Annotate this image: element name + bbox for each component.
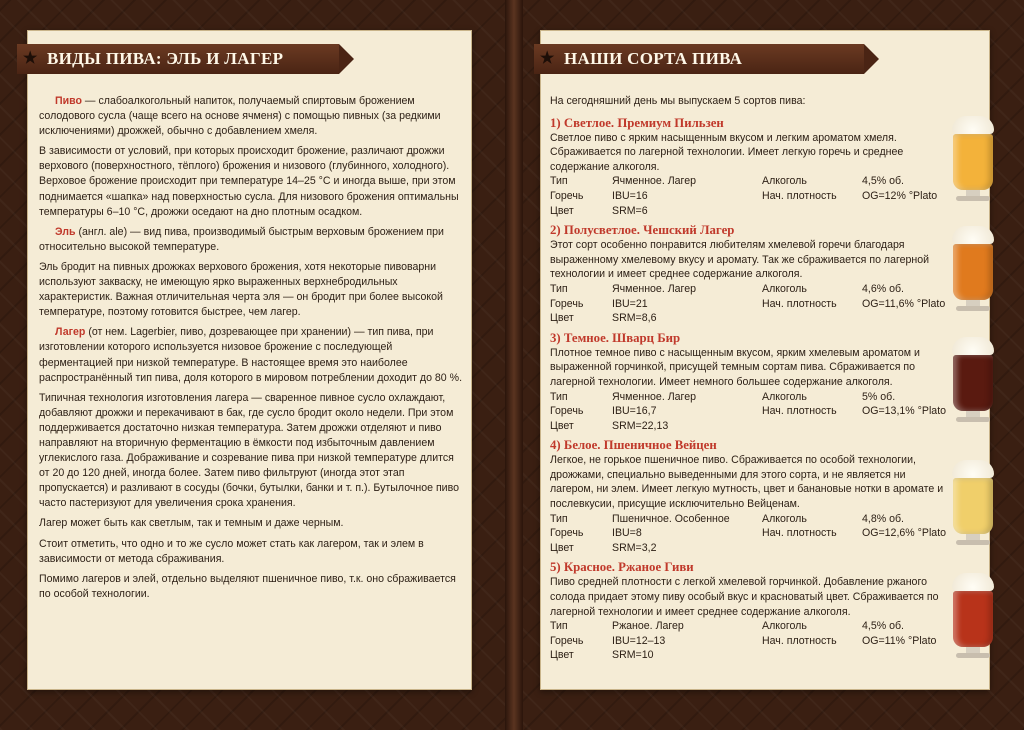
sort-specs — [550, 390, 970, 434]
value-alcohol: 4,8% об. — [862, 512, 904, 525]
label-type: Тип — [550, 175, 568, 188]
label-color: Цвет — [550, 649, 574, 662]
label-bitterness: Горечь — [550, 297, 584, 310]
value-srm: SRM=10 — [612, 649, 654, 662]
label-type: Тип — [550, 390, 568, 403]
sort-description: Плотное темное пиво с насыщенным вкусом, ярким хмелевым ароматом и выраженной горчинкой, присущей темным сортам пива. Сбраживается по лагерной технологии. Имеет немного большее содержание алкоголя. — [550, 346, 920, 388]
value-og: OG=12% °Plato — [862, 189, 938, 202]
value-type: Ячменное. Лагер — [612, 282, 696, 295]
label-type: Тип — [550, 512, 568, 525]
value-alcohol: 4,5% об. — [862, 175, 904, 188]
label-bitterness: Горечь — [550, 189, 584, 202]
value-og: OG=13,1% °Plato — [862, 405, 947, 418]
star-icon: ★ — [540, 50, 555, 67]
label-color: Цвет — [550, 419, 574, 432]
paragraph-text: — слабоалкогольный напиток, получаемый спиртовым брожением солодового сусла (чаще всего на основе ячменя) с помощью пивных (за редкими исключениями) дрожжей, обычно с добавлением хмеля. — [39, 95, 441, 138]
label-color: Цвет — [550, 541, 574, 554]
label-type: Тип — [550, 620, 568, 633]
value-og: OG=11,6% °Plato — [862, 297, 946, 310]
label-color: Цвет — [550, 204, 574, 217]
value-type: Ячменное. Лагер — [612, 390, 696, 403]
paragraph-lager — [39, 325, 464, 385]
right-page-title: НАШИ СОРТА ПИВА — [564, 49, 743, 68]
booklet-spine — [505, 0, 523, 730]
value-type: Ржаное. Лагер — [612, 620, 684, 633]
left-body-text — [39, 94, 464, 607]
beer-sort — [550, 222, 970, 326]
paragraph-lager-colors: Лагер может быть как светлым, так и темным и даже черным. — [39, 517, 344, 530]
beer-sort — [550, 559, 970, 663]
label-density: Нач. плотность — [762, 189, 837, 202]
value-type: Пшеничное. Особенное — [612, 512, 730, 525]
left-title-ribbon — [17, 44, 339, 74]
term-lager: Лагер — [55, 326, 86, 339]
sort-title: 5) Красное. Ржаное Гиви — [550, 560, 694, 575]
paragraph-beer — [39, 94, 464, 139]
paragraph-text: (англ. ale) — вид пива, производимый быстрым верховым брожением при относительно высокой температуре. — [39, 225, 444, 253]
value-alcohol: 5% об. — [862, 390, 896, 403]
beer-sort — [550, 437, 970, 555]
sorts-list — [550, 115, 970, 663]
sort-title: 2) Полусветлое. Чешский Лагер — [550, 223, 735, 238]
paragraph-ale-details: Эль бродит на пивных дрожжах верхового брожения, хотя некоторые пивоварни используют закваску, не имеющую ярко выраженных верхнебродильных характеристик. Важная отличительная черта эля — он бродит при более высокой температуре, поэтому готовится быстрее, чем лагер. — [39, 260, 443, 319]
label-alcohol: Алкоголь — [762, 175, 807, 188]
label-density: Нач. плотность — [762, 297, 837, 310]
value-srm: SRM=8,6 — [612, 312, 657, 325]
sort-description: Светлое пиво с ярким насыщенным вкусом и легким ароматом хмеля. Сбраживается по лагерной технологии. Имеет легкую горечь и среднее содержание алкоголя. — [550, 131, 904, 173]
value-srm: SRM=6 — [612, 204, 648, 217]
label-bitterness: Горечь — [550, 405, 584, 418]
paragraph-text: (от нем. Lagerbier, пиво, дозревающее при хранении) — тип пива, при изготовлении которого используется низовое брожение с последующей ферментацией при низкой температуре. В настоящее время это наиболее распространённый тип пива, доля которого в мировом потреблении доходит до 80 %. — [39, 326, 463, 384]
label-alcohol: Алкоголь — [762, 390, 807, 403]
left-page-title: ВИДЫ ПИВА: ЭЛЬ И ЛАГЕР — [47, 49, 284, 68]
paragraph-wheat-note: Помимо лагеров и элей, отдельно выделяют пшеничное пиво, т.к. оно сбраживается по особой технологии. — [39, 572, 456, 600]
sort-specs — [550, 512, 970, 556]
value-og: OG=12,6% °Plato — [862, 527, 947, 540]
value-ibu: IBU=8 — [612, 527, 642, 540]
paragraph-wort-note: Стоит отметить, что одно и то же сусло может стать как лагером, так и элем в зависимости от метода сбраживания. — [39, 537, 424, 565]
label-color: Цвет — [550, 312, 574, 325]
right-title-ribbon — [534, 44, 864, 74]
left-page — [23, 30, 472, 690]
label-bitterness: Горечь — [550, 527, 584, 540]
beer-glass-icon — [952, 116, 994, 201]
sort-title: 3) Темное. Шварц Бир — [550, 330, 681, 345]
label-density: Нач. плотность — [762, 527, 837, 540]
sort-specs — [550, 282, 970, 326]
value-alcohol: 4,5% об. — [862, 620, 904, 633]
value-ibu: IBU=21 — [612, 297, 648, 310]
value-srm: SRM=3,2 — [612, 541, 657, 554]
sort-specs — [550, 619, 970, 663]
label-alcohol: Алкоголь — [762, 620, 807, 633]
label-bitterness: Горечь — [550, 634, 584, 647]
beer-glass-icon — [952, 573, 994, 658]
sort-description: Этот сорт особенно понравится любителям хмелевой горечи благодаря выраженному хмелевому вкусу и аромату. Так же сбраживается по лагерной технологии и имеет среднее содержание алкоголя. — [550, 239, 930, 281]
right-body — [550, 94, 970, 667]
beer-glass-icon — [952, 460, 994, 545]
term-beer: Пиво — [55, 95, 82, 107]
sort-description: Легкое, не горькое пшеничное пиво. Сбраживается по особой технологии, дрожжами, специально выведенными для этого сорта, и не является ни лагером, ни элем. Имеет легкую мутность, цвет и банановые нотки в аромате и послевкусии, присущие исключительно Вейценам. — [550, 454, 944, 511]
paragraph-ale — [39, 225, 464, 255]
label-density: Нач. плотность — [762, 634, 837, 647]
label-alcohol: Алкоголь — [762, 282, 807, 295]
value-og: OG=11% °Plato — [862, 634, 937, 647]
value-type: Ячменное. Лагер — [612, 175, 696, 188]
value-srm: SRM=22,13 — [612, 419, 669, 432]
sort-title: 1) Светлое. Премиум Пильзен — [550, 115, 724, 130]
beer-glass-icon — [952, 337, 994, 422]
beer-glass-icon — [952, 226, 994, 311]
label-density: Нач. плотность — [762, 405, 837, 418]
label-alcohol: Алкоголь — [762, 512, 807, 525]
value-ibu: IBU=16,7 — [612, 405, 657, 418]
label-type: Тип — [550, 282, 568, 295]
sorts-intro: На сегодняшний день мы выпускаем 5 сортов пива: — [550, 95, 806, 107]
sort-title: 4) Белое. Пшеничное Вейцен — [550, 438, 717, 453]
star-icon: ★ — [23, 50, 38, 67]
beer-sort — [550, 115, 970, 219]
paragraph-fermentation: В зависимости от условий, при которых происходит брожение, различают дрожжи верхового (поверхностного, тёплого) брожения и низового (глубинного, холодного). Верховое брожение происходит при температуре 14–25 °С и иногда выше, при этом поднимается «шапка» над поверхностью сусла. Для низового брожения оптимальны температуры 6–10 °С, дрожжи оседают на дно плотным осадком. — [39, 145, 459, 218]
beer-sort — [550, 330, 970, 434]
paragraph-lager-technology: Типичная технология изготовления лагера — сваренное пивное сусло охлаждают, добавляют дрожжи и перекачивают в бак, где сусло бродит около недели. При этом поддерживается достаточно низкая температура. Затем дрожжи отделяют и пиво направляют на вторичную ферментацию в ёмкости под избыточным давлением углекислого газа. Дображивание и созревание пива при низкой температуре длится от 20 до 120 дней, иногда более. Затем пиво фильтруют (иногда этот этап пропускается) и разливают в сосуды (бочки, бутылки, банки и т. п.). Бутылочное пиво часто пастеризуют для увеличения срока хранения. — [39, 391, 460, 510]
value-ibu: IBU=12–13 — [612, 634, 666, 647]
value-ibu: IBU=16 — [612, 189, 648, 202]
sort-specs — [550, 174, 970, 218]
value-alcohol: 4,6% об. — [862, 282, 904, 295]
right-page — [540, 30, 990, 690]
sort-description: Пиво средней плотности с легкой хмелевой горчинкой. Добавление ржаного солода придает этому пиву особый вкус и красноватый цвет. Сбраживается по лагерной технологии и имеет среднее содержание алкоголя. — [550, 576, 939, 618]
term-ale: Эль — [55, 225, 76, 238]
